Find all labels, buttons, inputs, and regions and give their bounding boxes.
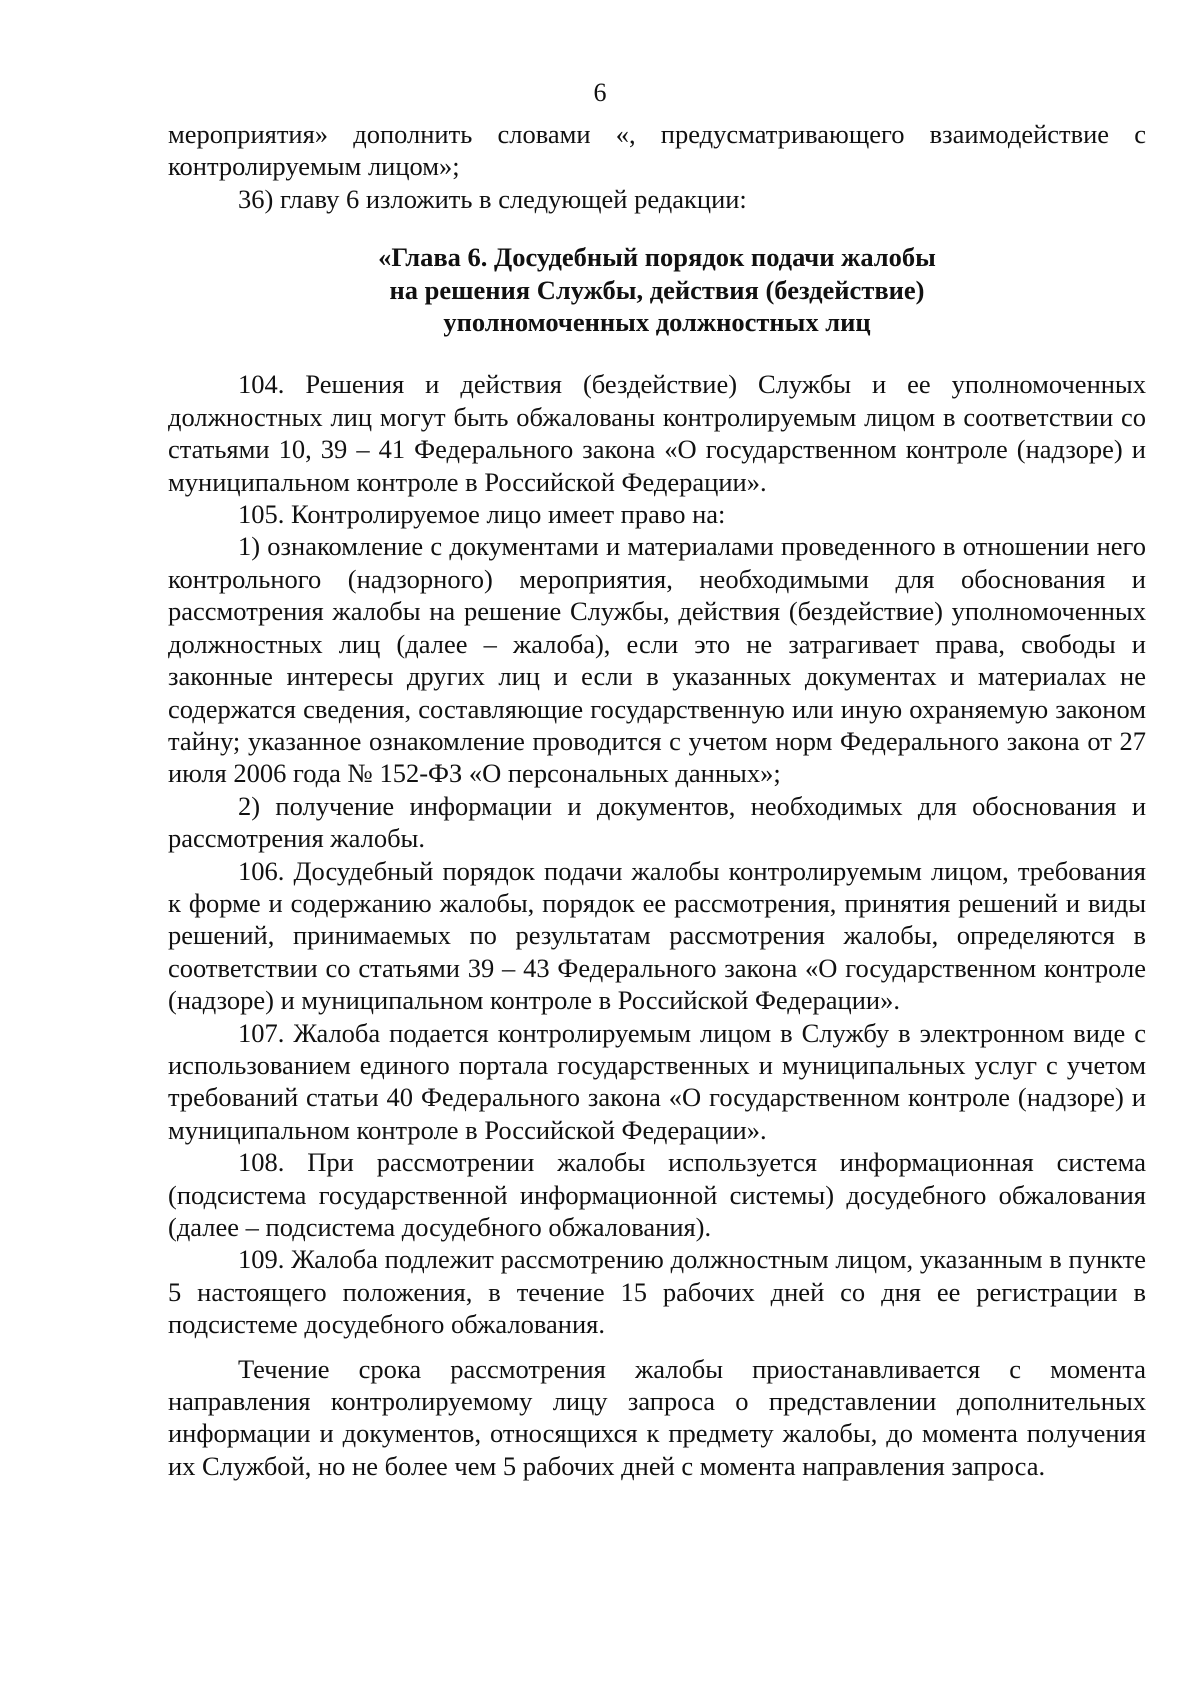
page-number: 6 (593, 78, 607, 107)
chapter-heading (168, 241, 1146, 338)
paragraph-106: 106. Досудебный порядок подачи жалобы контролируемым лицом, требования к форме и содержанию жалобы, порядок ее рассмотрения, принятия решений и виды решений, принимаемых по результатам рассмотрения жалобы, определяются в соответствии со статьями 39 – 43 Федерального закона «О государственном контроле (надзоре) и муниципальном контроле в Российской Федерации». (168, 855, 1146, 1016)
chapter-heading-line-1: «Глава 6. Досудебный порядок подачи жалобы (378, 242, 936, 273)
chapter-heading-line-2: на решения Службы, действия (бездействие) (389, 274, 925, 305)
amendment-item-36: 36) главу 6 изложить в следующей редакции: (238, 183, 747, 214)
paragraph-105-item-2: 2) получение информации и документов, необходимых для обоснования и рассмотрения жалобы. (168, 790, 1146, 854)
chapter-heading-line-3: уполномоченных должностных лиц (443, 307, 871, 338)
document-body (168, 118, 1146, 1482)
paragraph-105-item-1: 1) ознакомление с документами и материалами проведенного в отношении него контрольного (надзорного) мероприятия, необходимыми для обоснования и рассмотрения жалобы на решение Службы, действия (бездействие) уполномоченных должностных лиц (далее – жалоба), если это не затрагивает права, свободы и законные интересы других лиц и если в указанных документах и материалах не содержатся сведения, составляющие государственную или иную охраняемую законом тайну; указанное ознакомление проводится с учетом норм Федерального закона от 27 июля 2006 года № 152-ФЗ «О персональных данных»; (168, 531, 1146, 789)
paragraph-108: 108. При рассмотрении жалобы используется информационная система (подсистема государственной информационной системы) досудебного обжалования (далее – подсистема досудебного обжалования). (168, 1147, 1146, 1242)
paragraph-105: 105. Контролируемое лицо имеет право на: (238, 499, 726, 530)
paragraph-109-continuation: Течение срока рассмотрения жалобы приостанавливается с момента направления контролируемому лицу запроса о представлении дополнительных информации и документов, относящихся к предмету жалобы, до момента получения их Службой, но не более чем 5 рабочих дней с момента направления запроса. (168, 1353, 1146, 1481)
paragraph-104: 104. Решения и действия (бездействие) Службы и ее уполномоченных должностных лиц могут быть обжалованы контролируемым лицом в соответствии со статьями 10, 39 – 41 Федерального закона «О государственном контроле (надзоре) и муниципальном контроле в Российской Федерации». (168, 369, 1146, 497)
paragraph-107: 107. Жалоба подается контролируемым лицом в Службу в электронном виде с использованием единого портала государственных и муниципальных услуг с учетом требований статьи 40 Федерального закона «О государственном контроле (надзоре) и муниципальном контроле в Российской Федерации». (168, 1017, 1146, 1145)
paragraph-109: 109. Жалоба подлежит рассмотрению должностным лицом, указанным в пункте 5 настоящего положения, в течение 15 рабочих дней со дня ее регистрации в подсистеме досудебного обжалования. (168, 1244, 1146, 1340)
intro-paragraph: мероприятия» дополнить словами «, предусматривающего взаимодействие с контролируемым лицом»; (168, 119, 1146, 182)
